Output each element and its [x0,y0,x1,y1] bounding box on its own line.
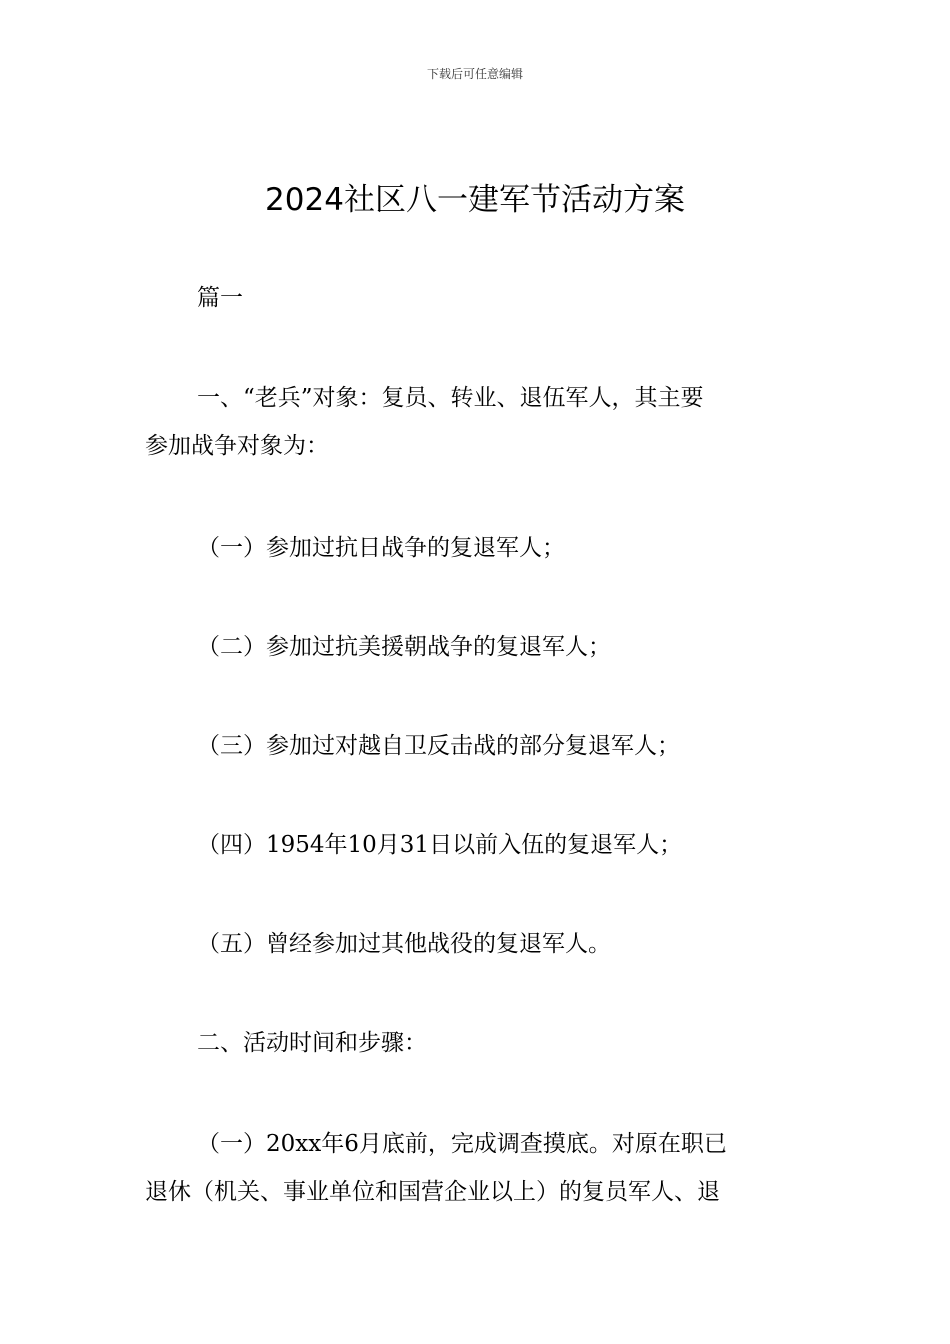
paragraph-veteran-definition [145,374,807,470]
paragraph-line: 参加战争对象为： [145,433,329,459]
list-item-5: （五）曾经参加过其他战役的复退军人。 [197,931,611,957]
list-item-4: （四）1954年10月31日以前入伍的复退军人； [197,832,683,858]
page-header-note: 下载后可任意编辑 [426,67,523,81]
paragraph-line: （一）20xx年6月底前，完成调查摸底。对原在职已 [197,1131,727,1157]
document-title: 2024社区八一建军节活动方案 [265,182,685,218]
paragraph-line: 一、“老兵”对象：复员、转业、退伍军人，其主要 [197,385,704,411]
section-heading-time-steps: 二、活动时间和步骤： [197,1030,427,1056]
list-item-3: （三）参加过对越自卫反击战的部分复退军人； [197,733,680,759]
paragraph-step-1 [145,1120,807,1216]
section-label: 篇一 [197,285,243,311]
list-item-1: （一）参加过抗日战争的复退军人； [197,535,565,561]
list-item-2: （二）参加过抗美援朝战争的复退军人； [197,634,611,660]
paragraph-line: 退休（机关、事业单位和国营企业以上）的复员军人、退 [145,1179,720,1205]
